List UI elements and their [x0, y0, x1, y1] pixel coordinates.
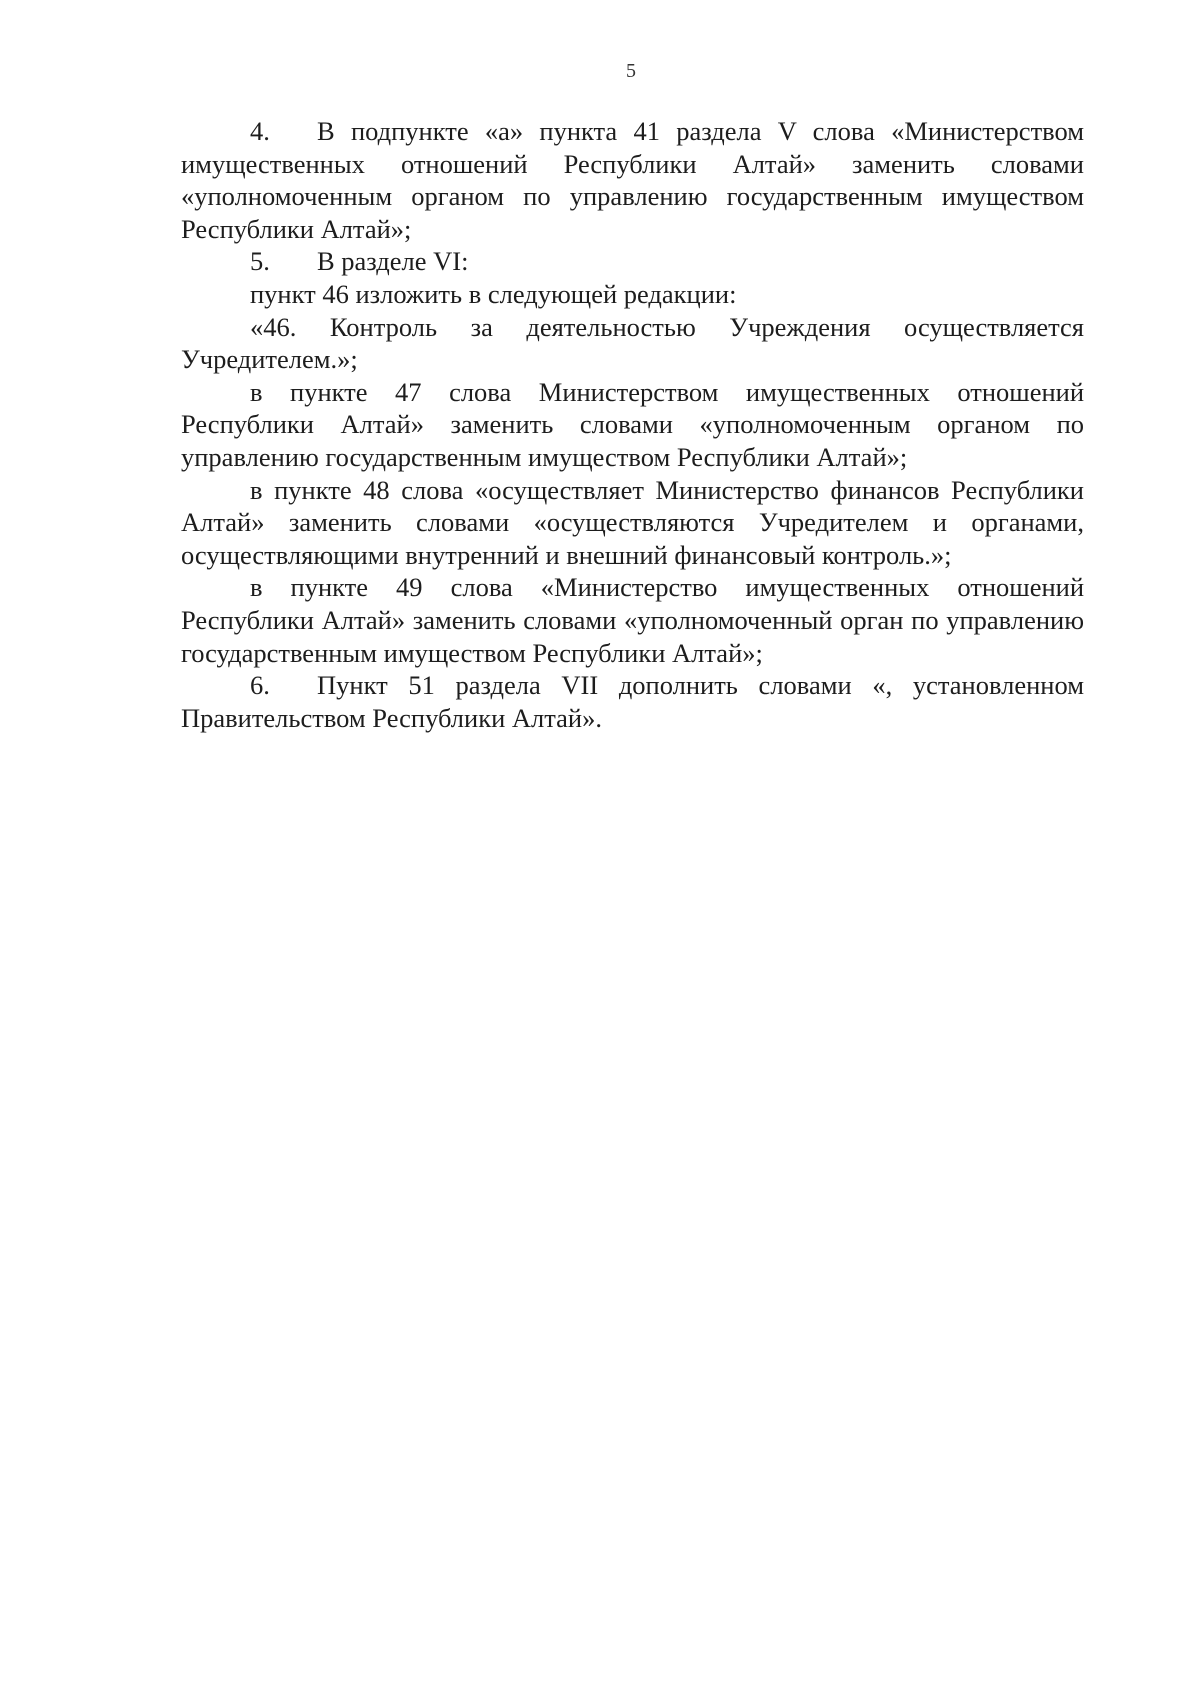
paragraph-text: В подпункте «а» пункта 41 раздела V слова «Министерством имущественных отношений Республики Алтай» заменить словами «уполномоченным органом по управлению государственным имуществом Республики Алтай»; — [181, 116, 1084, 244]
item-number: 4. — [250, 116, 270, 146]
item-number: 5. — [250, 246, 270, 277]
document-body — [181, 115, 1084, 734]
paragraph-text: в пункте 47 слова Министерством имущественных отношений Республики Алтай» заменить словами «уполномоченным органом по управлению государственным имуществом Республики Алтай»; — [181, 376, 1084, 472]
paragraph-item-47 — [181, 376, 1084, 474]
paragraph-text: пункт 46 изложить в следующей редакции: — [250, 278, 737, 309]
page-number: 5 — [626, 60, 636, 82]
paragraph-item-48 — [181, 474, 1084, 572]
item-number: 6. — [250, 670, 270, 701]
paragraph-text: в пункте 48 слова «осуществляет Министерство финансов Республики Алтай» заменить словами «осуществляются Учредителем и органами, осуществляющими внутренний и внешний финансовый контроль.»; — [181, 474, 1084, 570]
paragraph-text: В разделе VI: — [317, 246, 469, 277]
paragraph-item-4 — [181, 115, 1084, 245]
paragraph-item-46-text — [181, 311, 1084, 376]
paragraph-item-6 — [181, 669, 1084, 734]
paragraph-text: «46. Контроль за деятельностью Учреждения осуществляется Учредителем.»; — [181, 311, 1084, 375]
paragraph-item-5 — [181, 245, 1084, 278]
paragraph-item-49 — [181, 571, 1084, 669]
paragraph-text: в пункте 49 слова «Министерство имущественных отношений Республики Алтай» заменить словами «уполномоченный орган по управлению государственным имуществом Республики Алтай»; — [181, 572, 1084, 668]
paragraph-text: Пункт 51 раздела VII дополнить словами «, установленном Правительством Республики Алтай». — [181, 670, 1084, 733]
paragraph-item-46-intro — [181, 278, 1084, 311]
